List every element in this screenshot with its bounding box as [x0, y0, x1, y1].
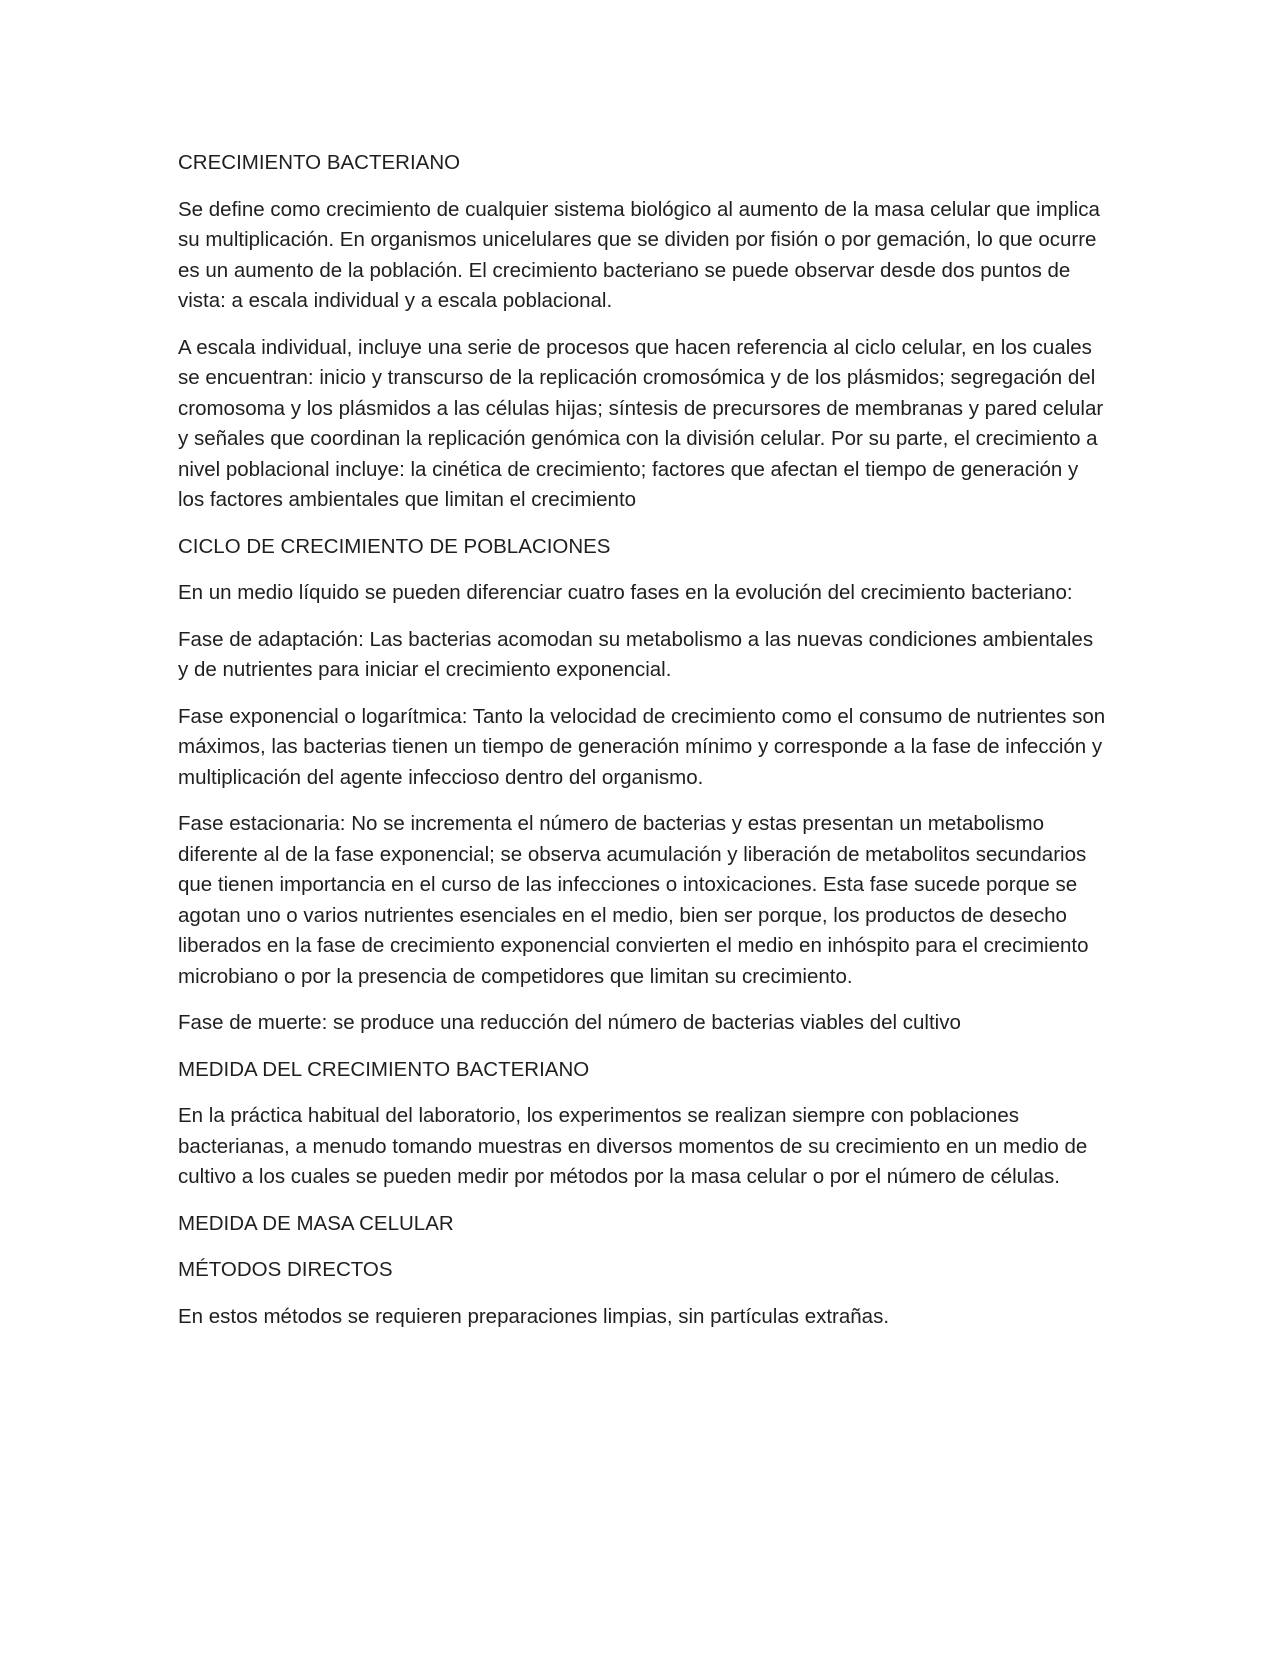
heading-crecimiento-bacteriano: CRECIMIENTO BACTERIANO — [178, 151, 461, 174]
paragraph-adaptation-phase: Fase de adaptación: Las bacterias acomodan su metabolismo a las nuevas condiciones ambientales y de nutrientes para iniciar el crecimiento exponencial. — [178, 627, 1094, 681]
paragraph-individual-scale: A escala individual, incluye una serie de procesos que hacen referencia al ciclo celular, en los cuales se encuentran: inicio y transcurso de la replicación cromosómica y de los plásmidos; segregación del cromosoma y los plásmidos a las células hijas; síntesis de precursores de membranas y pared celular y señales que coordinan la replicación genómica con la división celular. Por su parte, el crecimiento a nivel poblacional incluye: la cinética de crecimiento; factores que afectan el tiempo de generación y los factores ambientales que limitan el crecimiento — [178, 335, 1104, 511]
paragraph-exponential-phase: Fase exponencial o logarítmica: Tanto la velocidad de crecimiento como el consumo de nutrientes son máximos, las bacterias tienen un tiempo de generación mínimo y corresponde a la fase de infección y multiplicación del agente infeccioso dentro del organismo. — [178, 704, 1106, 789]
heading-masa-celular: MEDIDA DE MASA CELULAR — [178, 1211, 454, 1235]
document-page — [178, 148, 1108, 1348]
paragraph-stationary-phase: Fase estacionaria: No se incrementa el número de bacterias y estas presentan un metabolismo diferente al de la fase exponencial; se observa acumulación y liberación de metabolitos secundarios que tienen importancia en el curso de las infecciones o intoxicaciones. Esta fase sucede porque se agotan uno o varios nutrientes esenciales en el medio, bien ser porque, los productos de desecho liberados en la fase de crecimiento exponencial convierten el medio en inhóspito para el crecimiento microbiano o por la presencia de competidores que limitan su crecimiento. — [178, 812, 1089, 988]
paragraph-lab-practice: En la práctica habitual del laboratorio, los experimentos se realizan siempre con poblaciones bacterianas, a menudo tomando muestras en diversos momentos de su crecimiento en un medio de cultivo a los cuales se pueden medir por métodos por la masa celular o por el número de células. — [178, 1104, 1088, 1188]
paragraph-phases-intro: En un medio líquido se pueden diferenciar cuatro fases en la evolución del crecimiento bacteriano: — [178, 581, 1073, 604]
paragraph-definition: Se define como crecimiento de cualquier sistema biológico al aumento de la masa celular que implica su multiplicación. En organismos unicelulares que se dividen por fisión o por gemación, lo que ocurre es un aumento de la población. El crecimiento bacteriano se puede observar desde dos puntos de vista: a escala individual y a escala poblacional. — [178, 197, 1100, 312]
heading-medida-crecimiento: MEDIDA DEL CRECIMIENTO BACTERIANO — [178, 1057, 590, 1081]
paragraph-death-phase: Fase de muerte: se produce una reducción del número de bacterias viables del cultivo — [178, 1011, 961, 1034]
heading-ciclo-crecimiento: CICLO DE CRECIMIENTO DE POBLACIONES — [178, 534, 611, 558]
paragraph-direct-methods: En estos métodos se requieren preparaciones limpias, sin partículas extrañas. — [178, 1304, 890, 1328]
heading-metodos-directos: MÉTODOS DIRECTOS — [178, 1258, 393, 1281]
